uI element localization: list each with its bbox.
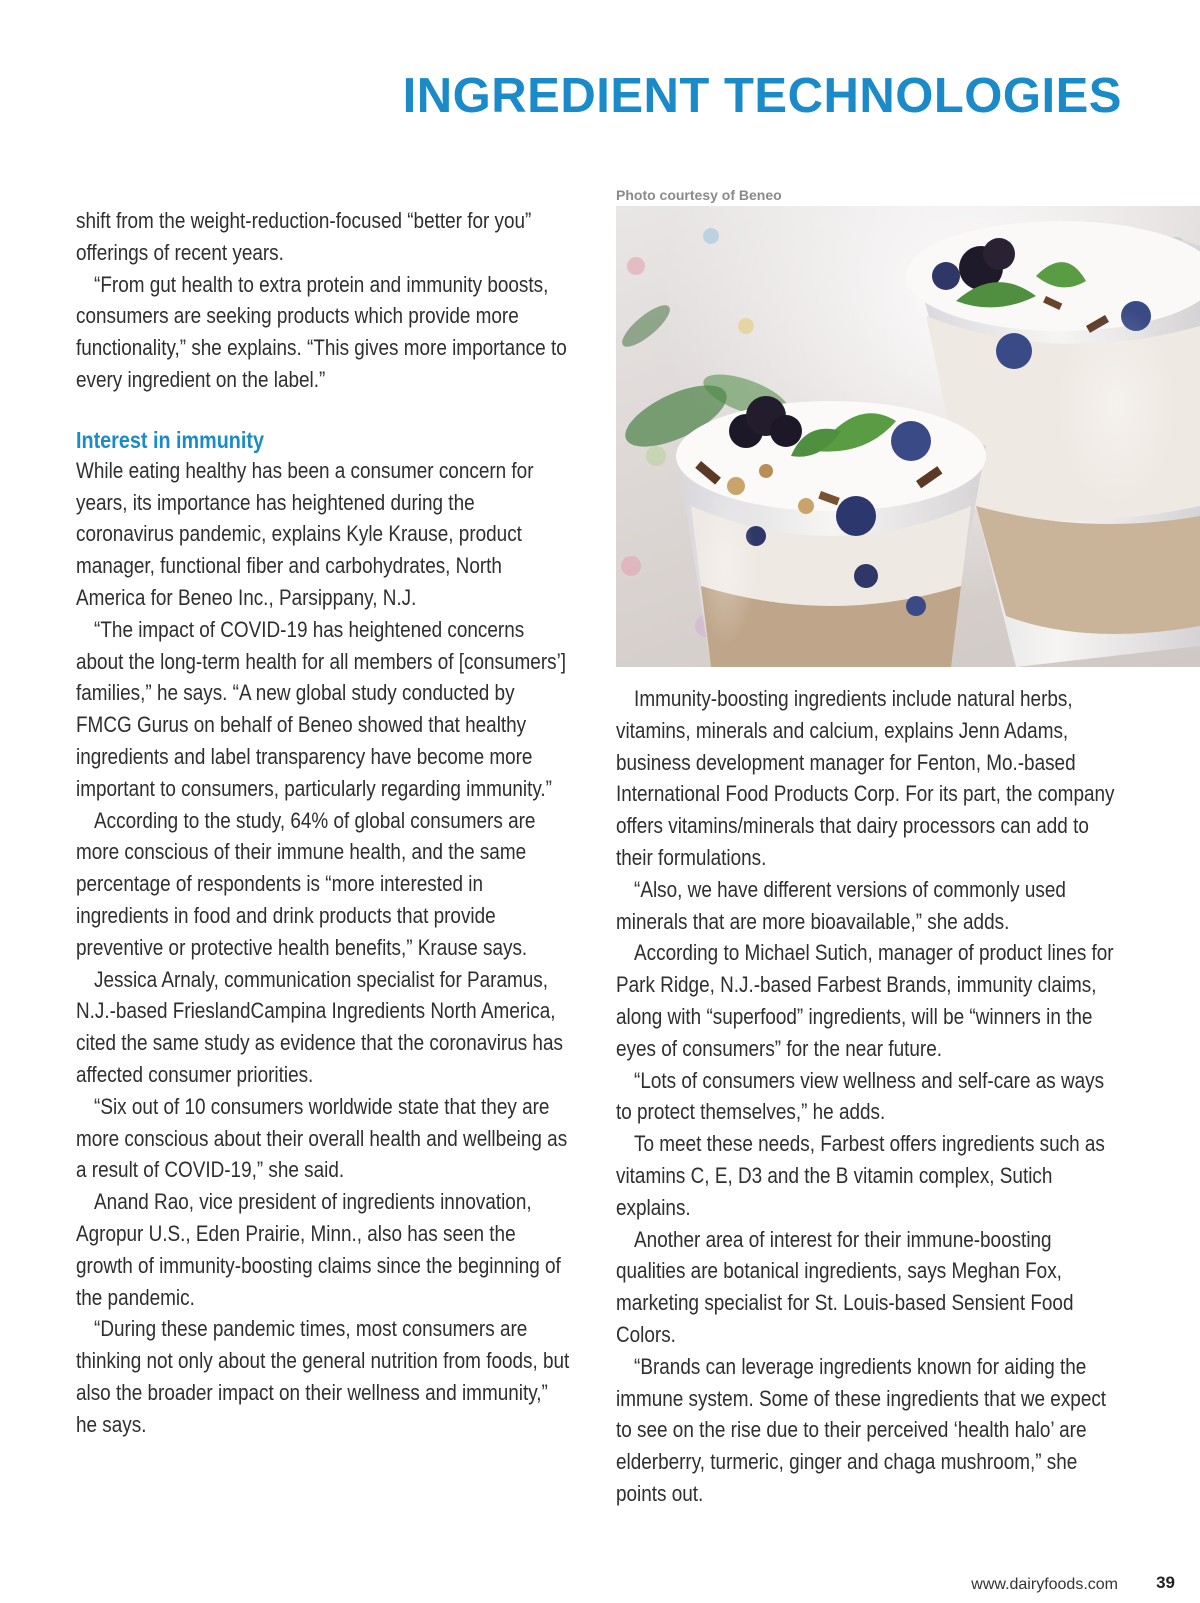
- yogurt-parfait-photo: [616, 206, 1200, 667]
- page-number: 39: [1156, 1573, 1175, 1592]
- body-paragraph: Immunity-boosting ingredients include natural herbs, vitamins, minerals and calcium, explains Jenn Adams, business development manager for Fenton, Mo.-based International Food Products Corp. For its part, the company offers vitamins/minerals that dairy processors can add to their formulations.: [616, 686, 1115, 870]
- body-paragraph: “Lots of consumers view wellness and self-care as ways to protect themselves,” he adds.: [616, 1067, 1105, 1125]
- photo-credit: Photo courtesy of Beneo: [616, 187, 782, 203]
- body-paragraph: To meet these needs, Farbest offers ingredients such as vitamins C, E, D3 and the B vitamin complex, Sutich explains.: [616, 1131, 1105, 1220]
- body-paragraph: “The impact of COVID-19 has heightened concerns about the long-term health for all members of [consumers’] families,” he says. “A new global study conducted by FMCG Gurus on behalf of Beneo showed that healthy ingredients and label transparency have become more important to consumers, particularly regarding immunity.”: [76, 616, 567, 801]
- body-paragraph: According to the study, 64% of global consumers are more conscious of their immune health, and the same percentage of respondents is “more interested in ingredients in food and drink products that provide preventive or protective health benefits,” Krause says.: [76, 807, 536, 960]
- section-title: INGREDIENT TECHNOLOGIES: [402, 69, 1122, 123]
- body-paragraph: “Brands can leverage ingredients known for aiding the immune system. Some of these ingredients that we expect to see on the rise due to their perceived ‘health halo’ are elderberry, turmeric, ginger and chaga mushroom,” she points out.: [616, 1353, 1107, 1506]
- subhead: Interest in immunity: [76, 426, 264, 453]
- body-paragraph: “Six out of 10 consumers worldwide state that they are more conscious about their overall health and wellbeing as a result of COVID-19,” she said.: [76, 1093, 568, 1183]
- body-paragraph: “Also, we have different versions of commonly used minerals that are more bioavailable,” she adds.: [616, 876, 1066, 934]
- body-paragraph: Anand Rao, vice president of ingredients innovation, Agropur U.S., Eden Prairie, Minn., also has seen the growth of immunity-boosting claims since the beginning of the pandemic.: [76, 1189, 561, 1310]
- footer-url: www.dairyfoods.com: [971, 1576, 1118, 1593]
- body-paragraph: According to Michael Sutich, manager of product lines for Park Ridge, N.J.-based Farbest Brands, immunity claims, along with “superfood” ingredients, will be “winners in the eyes of consumers” for the near future.: [616, 940, 1114, 1061]
- body-paragraph: shift from the weight-reduction-focused “better for you” offerings of recent years.: [76, 208, 532, 265]
- left-column: [76, 205, 573, 1440]
- body-paragraph: While eating healthy has been a consumer concern for years, its importance has heightened during the coronavirus pandemic, explains Kyle Krause, product manager, functional fiber and carbohydrates, North America for Beneo Inc., Parsippany, N.J.: [76, 457, 534, 610]
- body-paragraph: Jessica Arnaly, communication specialist for Paramus, N.J.-based FrieslandCampina Ingredients North America, cited the same study as evidence that the coronavirus has affected consumer priorities.: [76, 966, 563, 1087]
- body-paragraph: Another area of interest for their immune-boosting qualities are botanical ingredients, says Meghan Fox, marketing specialist for St. Louis-based Sensient Food Colors.: [616, 1226, 1074, 1347]
- body-paragraph: “During these pandemic times, most consumers are thinking not only about the general nutrition from foods, but also the broader impact on their wellness and immunity,” he says.: [76, 1316, 570, 1437]
- right-column: [616, 683, 1117, 1510]
- body-paragraph: “From gut health to extra protein and immunity boosts, consumers are seeking products which provide more functionality,” she explains. “This gives more importance to every ingredient on the label.”: [76, 271, 567, 392]
- parfait-illustration: [616, 206, 1200, 667]
